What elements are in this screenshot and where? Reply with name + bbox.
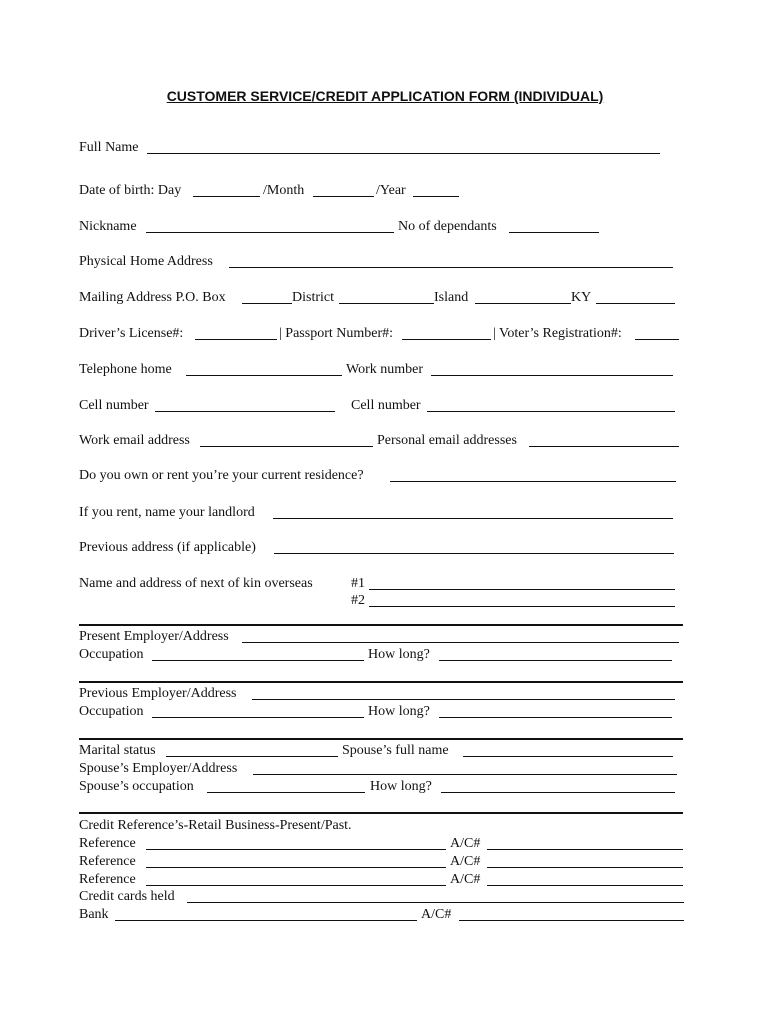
how-long-field-3[interactable] <box>441 792 675 793</box>
full-name-field[interactable] <box>147 153 660 154</box>
ac-bank-label: A/C# <box>421 907 452 922</box>
previous-address-label: Previous address (if applicable) <box>79 540 256 555</box>
cell-number-field-2[interactable] <box>427 411 675 412</box>
reference-field-1[interactable] <box>146 849 446 850</box>
passport-label: | Passport Number#: <box>279 326 394 341</box>
island-field[interactable] <box>475 303 571 304</box>
marital-status-label: Marital status <box>79 743 156 758</box>
work-number-field[interactable] <box>431 375 673 376</box>
marital-status-field[interactable] <box>166 756 338 757</box>
spouse-occupation-field[interactable] <box>207 792 365 793</box>
work-email-label: Work email address <box>79 433 190 448</box>
nickname-field[interactable] <box>146 232 394 233</box>
kin-2-label: #2 <box>351 593 365 608</box>
reference-label-3: Reference <box>79 872 136 887</box>
occupation-label-1: Occupation <box>79 647 144 662</box>
occupation-field-1[interactable] <box>152 660 364 661</box>
dob-year-field[interactable] <box>413 196 459 197</box>
credit-cards-field[interactable] <box>187 902 684 903</box>
ac-bank-field[interactable] <box>459 920 684 921</box>
cell-number-label-2: Cell number <box>351 398 421 413</box>
kin-2-field[interactable] <box>369 606 675 607</box>
po-box-field[interactable] <box>242 303 292 304</box>
how-long-field-1[interactable] <box>439 660 672 661</box>
voters-field[interactable] <box>635 339 679 340</box>
how-long-label-2: How long? <box>368 704 430 719</box>
previous-address-field[interactable] <box>274 553 674 554</box>
bank-field[interactable] <box>115 920 417 921</box>
occupation-field-2[interactable] <box>152 717 364 718</box>
how-long-label-3: How long? <box>370 779 432 794</box>
ac-field-3[interactable] <box>487 885 683 886</box>
ky-field[interactable] <box>596 303 675 304</box>
dob-day-label: Date of birth: Day <box>79 183 182 198</box>
credit-reference-header: Credit Reference’s-Retail Business-Present/Past. <box>79 818 352 833</box>
cell-number-field-1[interactable] <box>155 411 335 412</box>
district-field[interactable] <box>339 303 434 304</box>
own-or-rent-field[interactable] <box>390 481 676 482</box>
dependants-label: No of dependants <box>398 219 497 234</box>
voters-label: | Voter’s Registration#: <box>493 326 622 341</box>
bank-label: Bank <box>79 907 109 922</box>
section-divider <box>79 738 683 740</box>
passport-field[interactable] <box>402 339 491 340</box>
reference-label-2: Reference <box>79 854 136 869</box>
mailing-address-label: Mailing Address P.O. Box <box>79 290 226 305</box>
section-divider <box>79 624 683 626</box>
occupation-label-2: Occupation <box>79 704 144 719</box>
spouse-occupation-label: Spouse’s occupation <box>79 779 194 794</box>
section-divider <box>79 681 683 683</box>
credit-cards-label: Credit cards held <box>79 889 175 904</box>
section-divider <box>79 812 683 814</box>
personal-email-field[interactable] <box>529 446 679 447</box>
present-employer-label: Present Employer/Address <box>79 629 229 644</box>
spouse-name-label: Spouse’s full name <box>342 743 449 758</box>
kin-1-label: #1 <box>351 576 365 591</box>
landlord-field[interactable] <box>273 518 673 519</box>
spouse-employer-field[interactable] <box>253 774 677 775</box>
physical-address-field[interactable] <box>229 267 673 268</box>
full-name-label: Full Name <box>79 140 139 155</box>
telephone-home-field[interactable] <box>186 375 342 376</box>
own-or-rent-label: Do you own or rent you’re your current residence? <box>79 468 364 483</box>
reference-field-3[interactable] <box>146 885 446 886</box>
landlord-label: If you rent, name your landlord <box>79 505 255 520</box>
form-title: CUSTOMER SERVICE/CREDIT APPLICATION FORM (INDIVIDUAL) <box>166 88 604 104</box>
reference-label-1: Reference <box>79 836 136 851</box>
dob-month-field[interactable] <box>313 196 374 197</box>
ac-field-1[interactable] <box>487 849 683 850</box>
how-long-label-1: How long? <box>368 647 430 662</box>
reference-field-2[interactable] <box>146 867 446 868</box>
previous-employer-label: Previous Employer/Address <box>79 686 237 701</box>
district-label: District <box>292 290 334 305</box>
island-label: Island <box>434 290 469 305</box>
spouse-name-field[interactable] <box>463 756 673 757</box>
nickname-label: Nickname <box>79 219 137 234</box>
telephone-home-label: Telephone home <box>79 362 172 377</box>
ac-label-2: A/C# <box>450 854 481 869</box>
drivers-license-label: Driver’s License#: <box>79 326 184 341</box>
ac-label-3: A/C# <box>450 872 481 887</box>
ky-label: KY <box>571 290 592 305</box>
cell-number-label-1: Cell number <box>79 398 149 413</box>
spouse-employer-label: Spouse’s Employer/Address <box>79 761 238 776</box>
dob-month-label: /Month <box>263 183 305 198</box>
kin-1-field[interactable] <box>369 589 675 590</box>
previous-employer-field[interactable] <box>252 699 675 700</box>
next-of-kin-label: Name and address of next of kin overseas <box>79 576 313 591</box>
dependants-field[interactable] <box>509 232 599 233</box>
personal-email-label: Personal email addresses <box>377 433 517 448</box>
present-employer-field[interactable] <box>242 642 679 643</box>
physical-address-label: Physical Home Address <box>79 254 213 269</box>
work-number-label: Work number <box>346 362 424 377</box>
ac-label-1: A/C# <box>450 836 481 851</box>
dob-day-field[interactable] <box>193 196 260 197</box>
work-email-field[interactable] <box>200 446 373 447</box>
how-long-field-2[interactable] <box>439 717 672 718</box>
ac-field-2[interactable] <box>487 867 683 868</box>
drivers-license-field[interactable] <box>195 339 277 340</box>
dob-year-label: /Year <box>376 183 406 198</box>
